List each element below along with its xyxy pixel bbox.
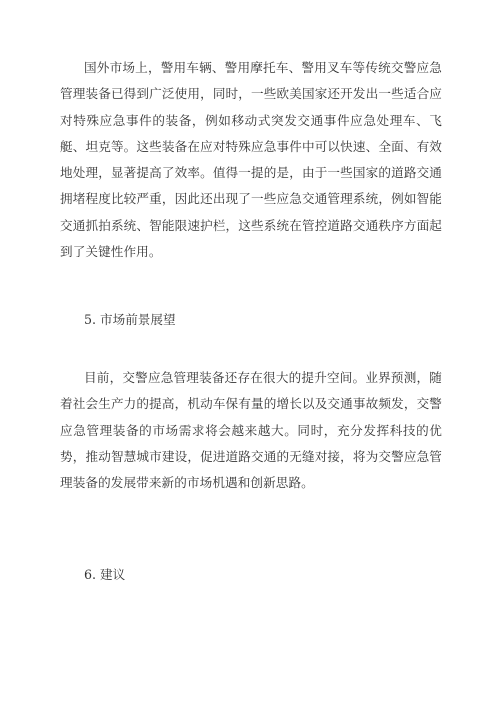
paragraph-international-market: 国外市场上，警用车辆、警用摩托车、警用叉车等传统交警应急管理装备已得到广泛使用，同时，一些欧美国家还开发出一些适合应对特殊应急事件的装备，例如移动式突发交通事件应急处理车、飞艇、坦克等。这些装备在应对特殊应急事件中可以快速、全面、有效地处理，显著提高了效率。值得一提的是，由于一些国家的道路交通拥堵程度比较严重，因此还出现了一些应急交通管理系统，例如智能交通抓拍系统、智能限速护栏，这些系统在管控道路交通秩序方面起到了关键性作用。 <box>60 60 442 260</box>
section-heading-suggestions: 6. 建议 <box>84 567 126 582</box>
paragraph-market-outlook: 目前，交警应急管理装备还存在很大的提升空间。业界预测，随着社会生产力的提高，机动车保有量的增长以及交通事故频发，交警应急管理装备的市场需求将会越来越大。同时，充分发挥科技的优势，推动智慧城市建设，促进道路交通的无缝对接，将为交警应急管理装备的发展带来新的市场机遇和创新思路。 <box>60 370 442 491</box>
section-heading-market-outlook: 5. 市场前景展望 <box>84 312 176 327</box>
